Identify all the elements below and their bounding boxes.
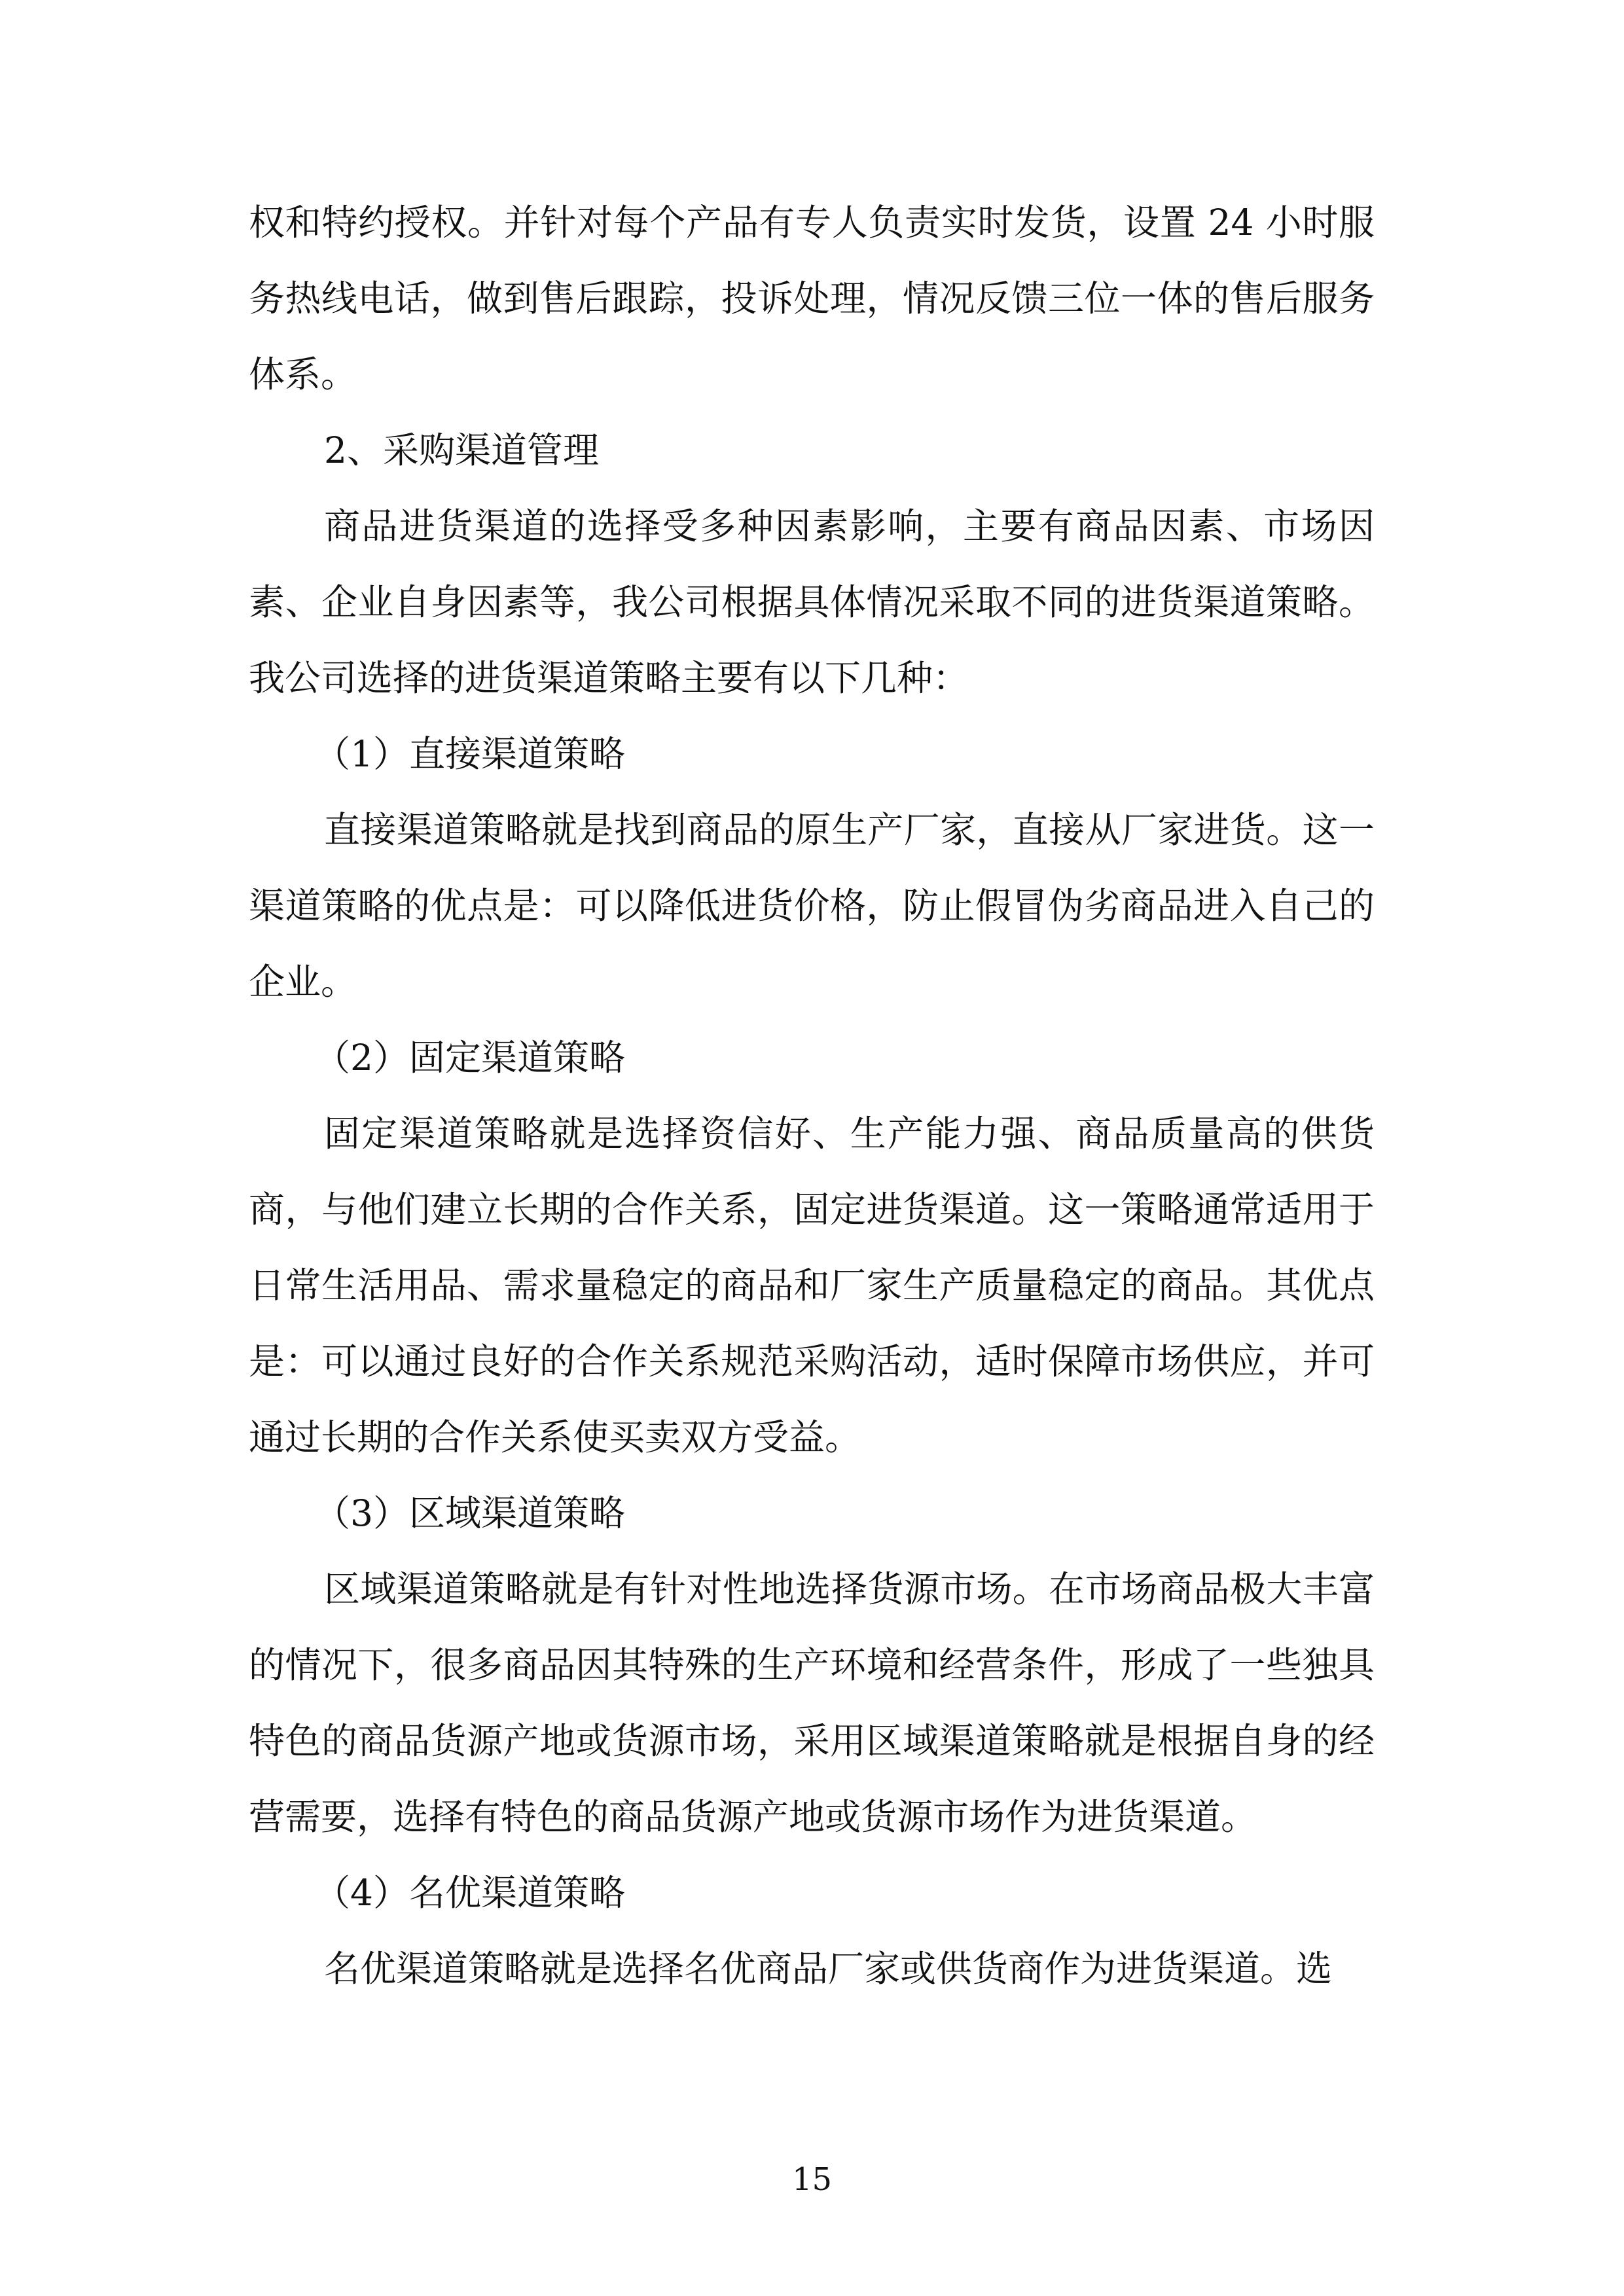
- paragraph-regional-channel: 区域渠道策略就是有针对性地选择货源市场。在市场商品极大丰富的情况下，很多商品因其特殊的生产环境和经营条件，形成了一些独具特色的商品货源产地或货源市场，采用区域渠道策略就是根据自身的经营需要，选择有特色的商品货源产地或货源市场作为进货渠道。: [249, 1568, 1375, 1838]
- subheading-direct-channel: （1）直接渠道策略: [314, 733, 625, 775]
- subheading-fixed-channel: （2）固定渠道策略: [314, 1037, 625, 1079]
- paragraph-fixed-channel: 固定渠道策略就是选择资信好、生产能力强、商品质量高的供货商，与他们建立长期的合作关系，固定进货渠道。这一策略通常适用于日常生活用品、需求量稳定的商品和厂家生产质量稳定的商品。其优点是：可以通过良好的合作关系规范采购活动，适时保障市场供应，并可通过长期的合作关系使买卖双方受益。: [249, 1113, 1375, 1458]
- page-number: 15: [791, 2161, 833, 2198]
- paragraph-continuation: 权和特约授权。并针对每个产品有专人负责实时发货，设置 24 小时服务热线电话，做到售后跟踪，投诉处理，情况反馈三位一体的售后服务体系。: [249, 202, 1375, 395]
- paragraph-intro: 商品进货渠道的选择受多种因素影响，主要有商品因素、市场因素、企业自身因素等，我公司根据具体情况采取不同的进货渠道策略。我公司选择的进货渠道策略主要有以下几种：: [249, 505, 1375, 699]
- paragraph-direct-channel: 直接渠道策略就是找到商品的原生产厂家，直接从厂家进货。这一渠道策略的优点是：可以降低进货价格，防止假冒伪劣商品进入自己的企业。: [249, 809, 1375, 1003]
- subheading-regional-channel: （3）区域渠道策略: [314, 1492, 625, 1534]
- section-heading-procurement-channels: 2、采购渠道管理: [324, 429, 599, 471]
- subheading-brand-channel: （4）名优渠道策略: [314, 1872, 625, 1914]
- page-body: [249, 185, 1375, 2007]
- paragraph-brand-channel: 名优渠道策略就是选择名优商品厂家或供货商作为进货渠道。选: [324, 1948, 1333, 1990]
